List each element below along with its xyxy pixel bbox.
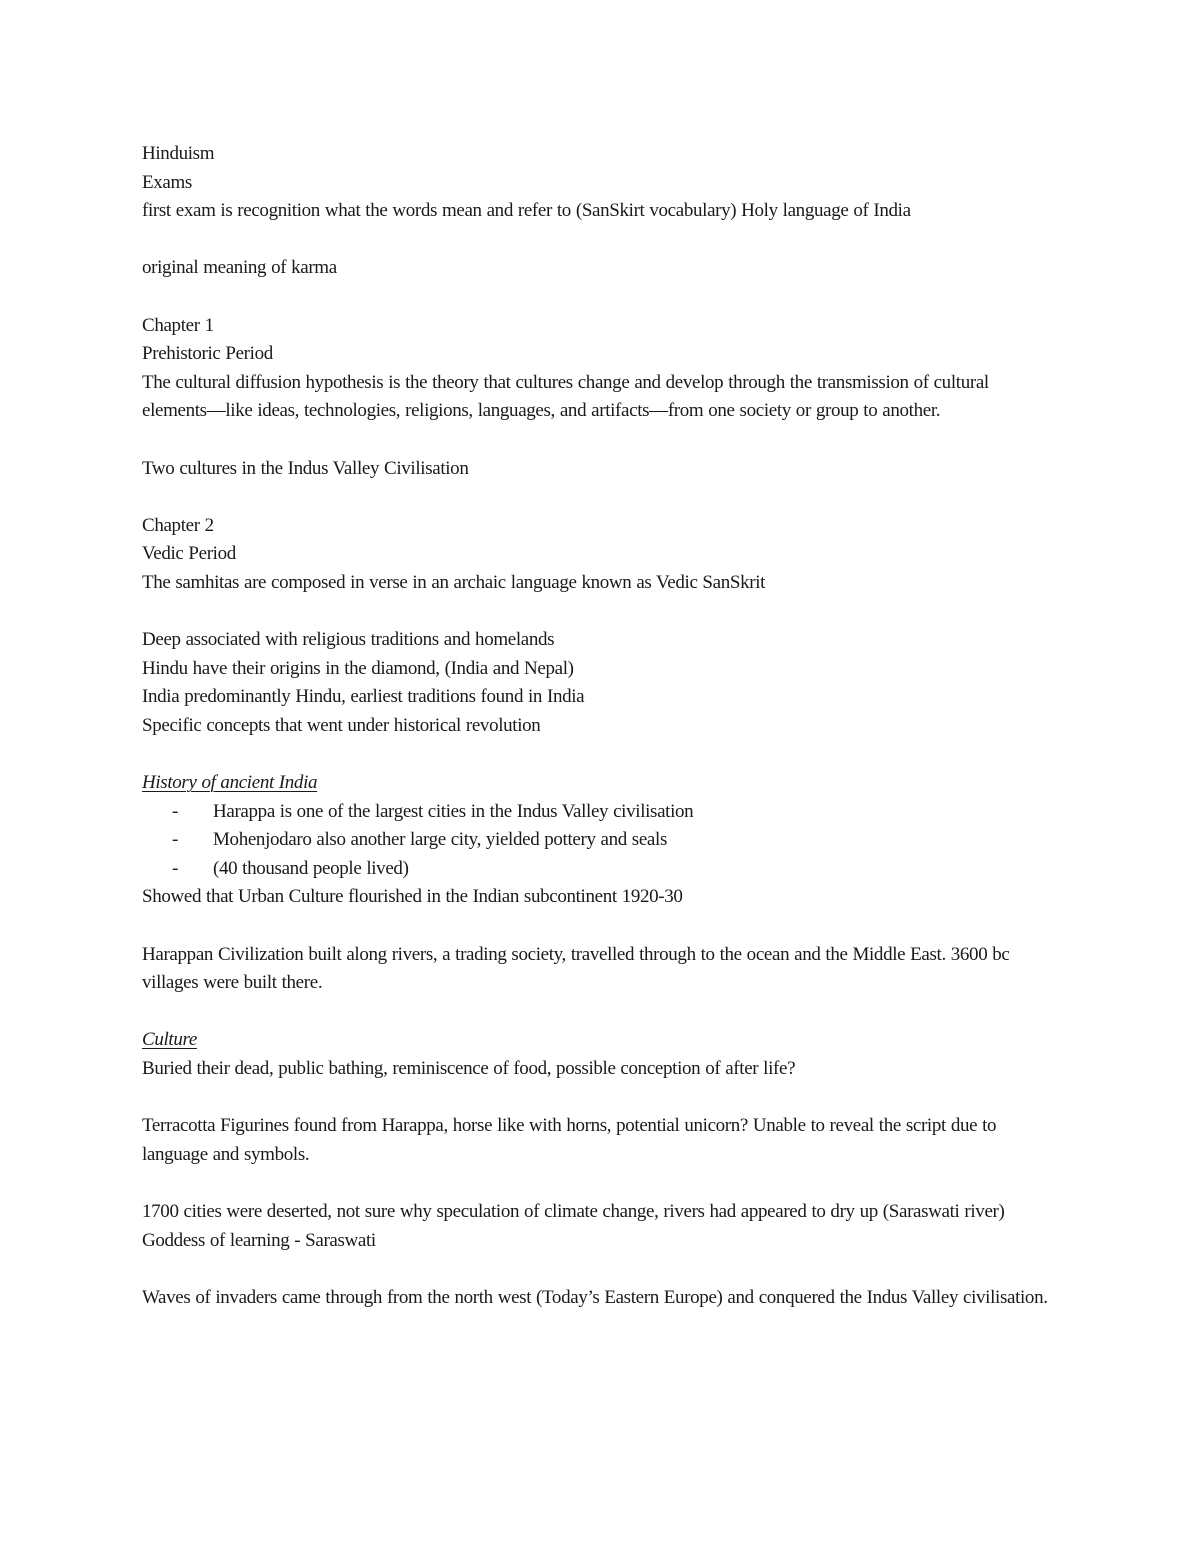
list-item	[142, 826, 1057, 855]
list-item-text: Harappa is one of the largest cities in the Indus Valley civilisation	[213, 800, 694, 822]
list-item-text: (40 thousand people lived)	[213, 857, 409, 879]
harappan-paragraph: Harappan Civilization built along rivers, a trading society, travelled through to the ocean and the Middle East. 3600 bc villages were built there.	[142, 943, 1010, 994]
chapter-2-note: Specific concepts that went under historical revolution	[142, 714, 541, 736]
culture-heading	[142, 1026, 1057, 1055]
list-item	[142, 855, 1057, 884]
document-subtitle: Exams	[142, 171, 192, 193]
chapter-2-note: India predominantly Hindu, earliest traditions found in India	[142, 686, 585, 708]
blank-line	[142, 598, 1057, 627]
diffusion-paragraph: The cultural diffusion hypothesis is the theory that cultures change and develop through the transmission of cultural elements—like ideas, technologies, religions, languages, and artifacts—from one society or group to another.	[142, 371, 989, 422]
blank-line	[142, 1169, 1057, 1198]
goddess-note: Goddess of learning - Saraswati	[142, 1229, 376, 1251]
list-item	[142, 798, 1057, 827]
blank-line	[142, 226, 1057, 255]
chapter-1-period: Prehistoric Period	[142, 343, 273, 365]
blank-line	[142, 740, 1057, 769]
document-title: Hinduism	[142, 143, 215, 164]
invaders-paragraph: Waves of invaders came through from the north west (Today’s Eastern Europe) and conquered the Indus Valley civilisation.	[142, 1286, 1048, 1308]
terracotta-paragraph: Terracotta Figurines found from Harappa, horse like with horns, potential unicorn? Unable to reveal the script due to language and symbols.	[142, 1115, 997, 1165]
blank-line	[142, 1255, 1057, 1284]
karma-note: original meaning of karma	[142, 257, 337, 279]
dash-bullet-icon: -	[172, 829, 178, 851]
culture-heading-text: Culture	[142, 1029, 197, 1051]
blank-line	[142, 912, 1057, 941]
urban-culture-note: Showed that Urban Culture flourished in the Indian subcontinent 1920-30	[142, 886, 683, 908]
chapter-2-period: Vedic Period	[142, 543, 236, 565]
dash-bullet-icon: -	[172, 800, 178, 822]
dash-bullet-icon: -	[172, 857, 178, 879]
blank-line	[142, 1084, 1057, 1113]
samhitas-note: The samhitas are composed in verse in an archaic language known as Vedic SanSkrit	[142, 571, 766, 593]
history-heading	[142, 769, 1057, 798]
document-page	[142, 140, 1057, 1312]
deserted-paragraph: 1700 cities were deserted, not sure why speculation of climate change, rivers had appeared to dry up (Saraswati river)	[142, 1200, 1005, 1222]
history-heading-text: History of ancient India	[142, 772, 318, 794]
blank-line	[142, 426, 1057, 455]
chapter-2-label: Chapter 2	[142, 514, 214, 536]
chapter-2-note: Hindu have their origins in the diamond, (India and Nepal)	[142, 657, 574, 679]
blank-line	[142, 483, 1057, 512]
two-cultures-note: Two cultures in the Indus Valley Civilisation	[142, 457, 469, 479]
burial-note: Buried their dead, public bathing, reminiscence of food, possible conception of after life?	[142, 1058, 796, 1079]
list-item-text: Mohenjodaro also another large city, yielded pottery and seals	[213, 829, 667, 851]
chapter-2-note: Deep associated with religious traditions and homelands	[142, 629, 555, 651]
blank-line	[142, 998, 1057, 1027]
history-bullet-list	[142, 798, 1057, 884]
chapter-1-label: Chapter 1	[142, 314, 214, 336]
exam-note: first exam is recognition what the words mean and refer to (SanSkirt vocabulary) Holy language of India	[142, 200, 911, 222]
blank-line	[142, 283, 1057, 312]
